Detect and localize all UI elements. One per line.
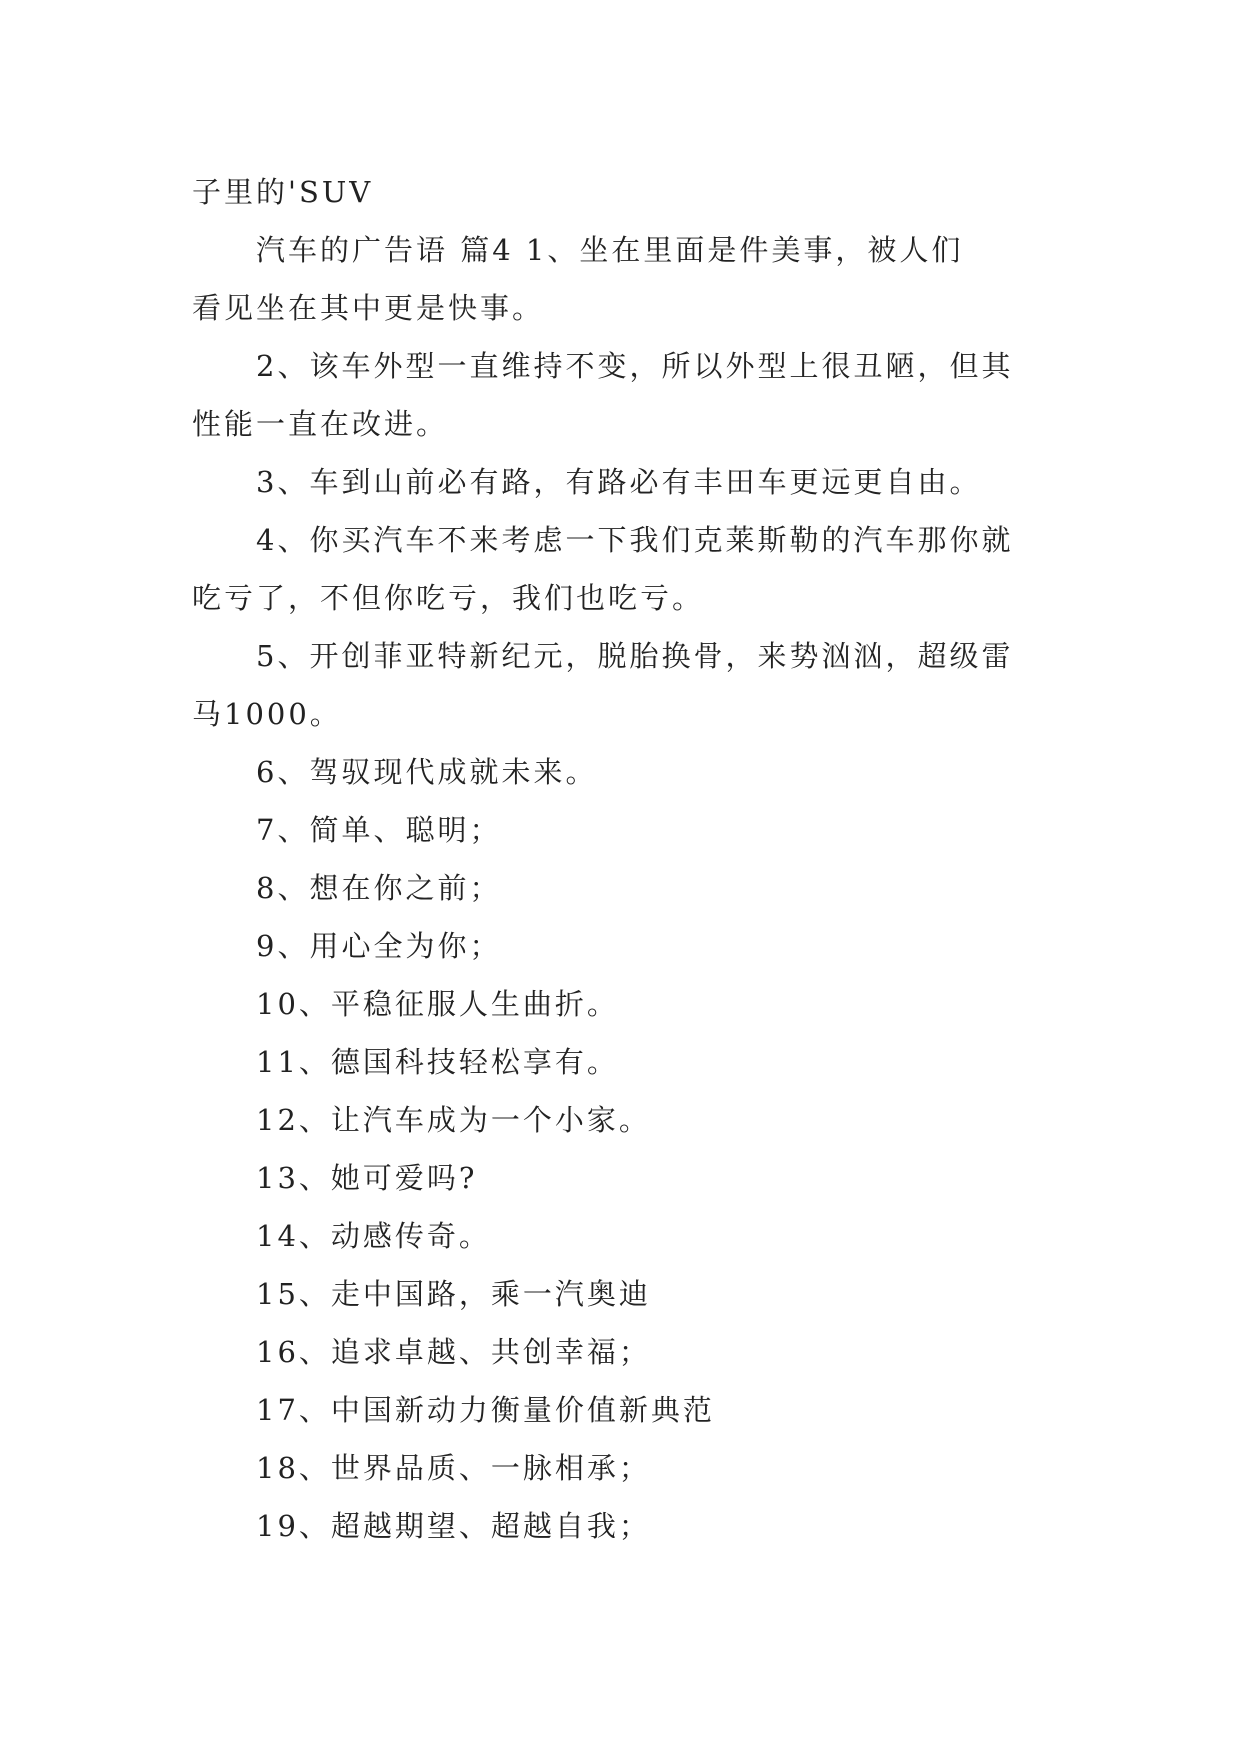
list-item: 16、追求卓越、共创幸福； <box>256 1335 651 1369</box>
list-item: 6、驾驭现代成就未来。 <box>256 755 598 789</box>
list-item: 14、动感传奇。 <box>256 1219 491 1253</box>
text-line: 汽车的广告语 篇4 1、坐在里面是件美事，被人们 <box>256 233 964 267</box>
list-item: 10、平稳征服人生曲折。 <box>256 987 619 1021</box>
text-line: 子里的'SUV <box>192 175 374 209</box>
text-line: 5、开创菲亚特新纪元，脱胎换骨，来势汹汹，超级雷 <box>256 639 1014 673</box>
document-body <box>192 163 1048 1555</box>
text-line: 吃亏了，不但你吃亏，我们也吃亏。 <box>192 581 705 615</box>
list-item: 9、用心全为你； <box>256 929 502 963</box>
list-item: 19、超越期望、超越自我； <box>256 1509 651 1543</box>
text-line: 看见坐在其中更是快事。 <box>192 291 545 325</box>
text-line: 马1000。 <box>192 697 342 731</box>
list-item: 15、走中国路，乘一汽奥迪 <box>256 1277 651 1311</box>
list-item: 11、德国科技轻松享有。 <box>256 1045 619 1079</box>
list-item: 18、世界品质、一脉相承； <box>256 1451 651 1485</box>
text-line: 性能一直在改进。 <box>192 407 449 441</box>
text-line: 3、车到山前必有路，有路必有丰田车更远更自由。 <box>256 465 982 499</box>
text-line: 4、你买汽车不来考虑一下我们克莱斯勒的汽车那你就 <box>256 523 1014 557</box>
list-item: 13、她可爱吗? <box>256 1161 478 1195</box>
list-item: 17、中国新动力衡量价值新典范 <box>256 1393 715 1427</box>
list-item: 12、让汽车成为一个小家。 <box>256 1103 651 1137</box>
list-item: 8、想在你之前； <box>256 871 502 905</box>
list-item: 7、简单、聪明； <box>256 813 502 847</box>
text-line: 2、该车外型一直维持不变，所以外型上很丑陋，但其 <box>256 349 1014 383</box>
